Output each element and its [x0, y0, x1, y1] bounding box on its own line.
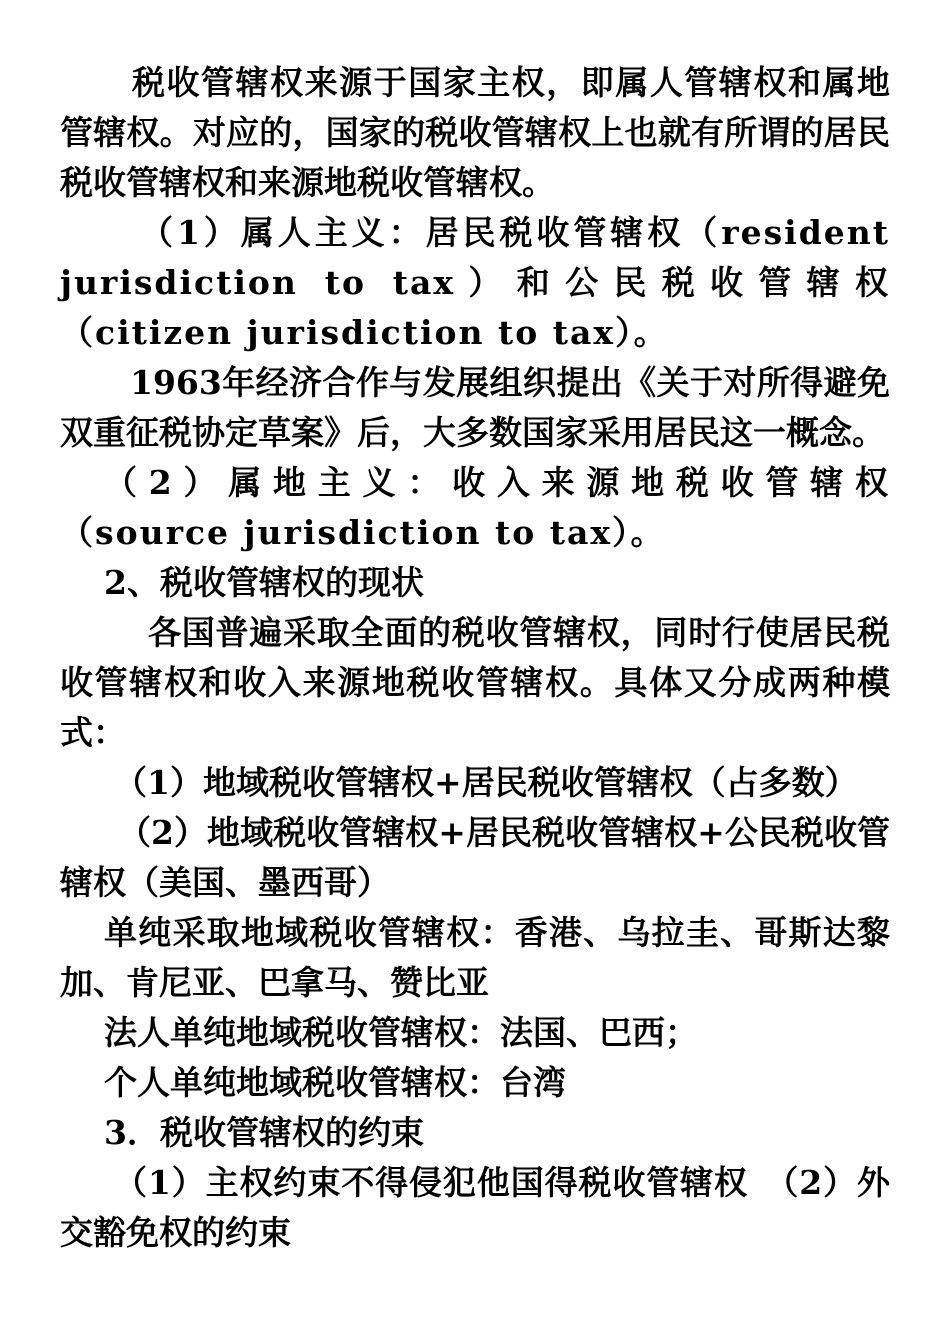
- paragraph-corporate-territorial: 法人单纯地域税收管辖权：法国、巴西；: [104, 1013, 698, 1052]
- paragraph-constraints: （1）主权约束不得侵犯他国得税收管辖权 （2）外交豁免权的约束: [60, 1163, 890, 1252]
- paragraph-territorial-principle: （2）属地主义：收入来源地税收管辖权（source jurisdiction to tax）。: [60, 463, 890, 552]
- section-heading-constraints: 3．税收管辖权的约束: [104, 1113, 424, 1152]
- paragraph-individual-territorial: 个人单纯地域税收管辖权：台湾: [104, 1063, 566, 1102]
- document-body: [60, 58, 890, 1258]
- paragraph-pure-territorial: 单纯采取地域税收管辖权：香港、乌拉圭、哥斯达黎加、肯尼亚、巴拿马、赞比亚: [60, 913, 890, 1002]
- list-item-mode-1: （1）地域税收管辖权+居民税收管辖权（占多数）: [114, 763, 858, 802]
- paragraph-current-status: 各国普遍采取全面的税收管辖权，同时行使居民税收管辖权和收入来源地税收管辖权。具体又分成两种模式：: [60, 613, 890, 752]
- list-item-mode-2: （2）地域税收管辖权+居民税收管辖权+公民税收管辖权（美国、墨西哥）: [60, 813, 890, 902]
- paragraph-oecd-1963: 1963年经济合作与发展组织提出《关于对所得避免双重征税协定草案》后，大多数国家采用居民这一概念。: [60, 363, 890, 452]
- section-heading-current-status: 2、税收管辖权的现状: [104, 563, 424, 602]
- paragraph-personal-principle: （1）属人主义：居民税收管辖权（resident jurisdiction to tax）和公民税收管辖权（citizen jurisdiction to tax）。: [60, 213, 890, 352]
- paragraph-jurisdiction-origin: 税收管辖权来源于国家主权，即属人管辖权和属地管辖权。对应的，国家的税收管辖权上也就有所谓的居民税收管辖权和来源地税收管辖权。: [60, 63, 890, 202]
